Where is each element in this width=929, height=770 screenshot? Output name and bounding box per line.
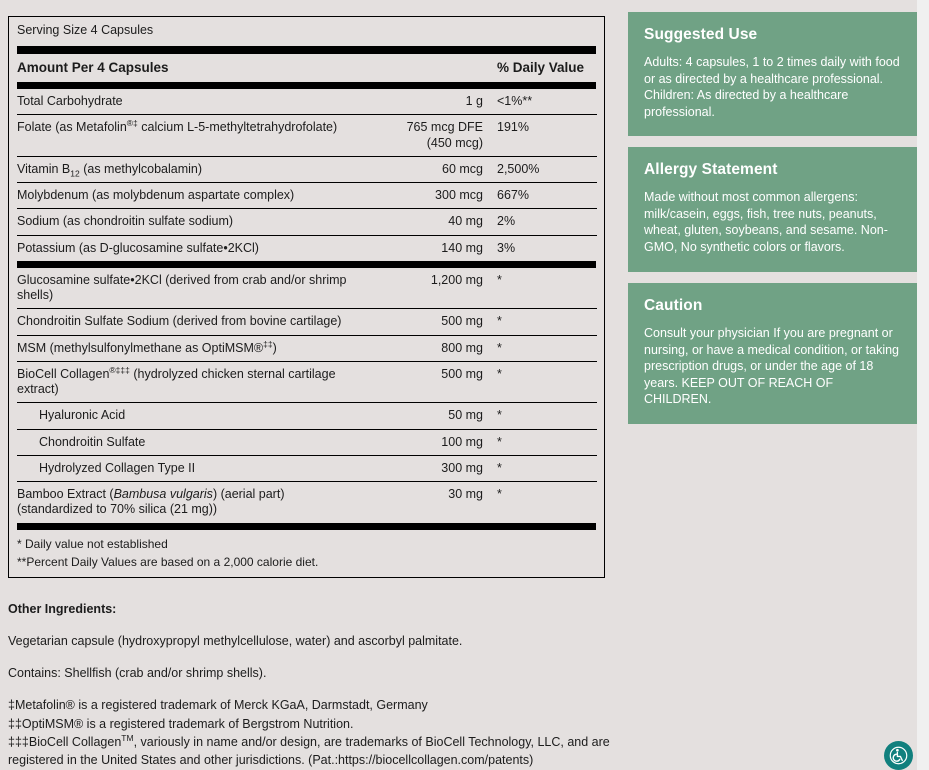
ingredient-name: Chondroitin Sulfate: [17, 429, 347, 455]
ingredient-daily-value: *: [497, 403, 597, 429]
ingredient-name: Chondroitin Sulfate Sodium (derived from bovine cartilage): [17, 309, 347, 335]
ingredient-daily-value: *: [497, 429, 597, 455]
ingredient-name: Hyaluronic Acid: [17, 403, 347, 429]
footnote-line: **Percent Daily Values are based on a 2,000 calorie diet.: [17, 554, 319, 569]
ingredient-name: Hydrolyzed Collagen Type II: [17, 455, 347, 481]
wheelchair-accessibility-icon: [889, 746, 908, 765]
ingredient-daily-value: *: [497, 309, 597, 335]
table-row: [17, 183, 597, 209]
table-row: [17, 268, 597, 309]
table-row: [17, 335, 597, 361]
supplement-facts-header-group: [17, 54, 597, 82]
ingredient-daily-value: *: [497, 335, 597, 361]
card-caution-body: Consult your physician If you are pregnant or nursing, or have a medical condition, or taking prescription drugs, or under the age of 18 years. KEEP OUT OF REACH OF CHILDREN.: [644, 326, 900, 406]
supplement-facts-panel: [8, 16, 605, 578]
table-header-row: [17, 54, 597, 82]
nutrient-daily-value: 2%: [497, 209, 597, 235]
ingredient-name: Bamboo Extract (Bambusa vulgaris) (aerial part) (standardized to 70% silica (21 mg)): [17, 482, 347, 523]
footnote-line: * Daily value not established: [17, 536, 168, 551]
nutrient-daily-value: 667%: [497, 183, 597, 209]
right-gutter: [917, 0, 929, 770]
card-suggested-use-body: Adults: 4 capsules, 1 to 2 times daily with food or as directed by a healthcare professional. Children: As directed by a healthcare professional.: [644, 55, 900, 119]
ingredient-amount: 50 mg: [347, 403, 497, 429]
ingredient-amount: 1,200 mg: [430, 272, 483, 287]
nutrients-rows-group: [17, 89, 597, 261]
nutrient-name: Sodium (as chondroitin sulfate sodium): [17, 209, 347, 235]
nutrient-daily-value: 3%: [497, 235, 597, 261]
ingredient-daily-value: *: [497, 272, 502, 287]
nutrient-name: Molybdenum (as molybdenum aspartate complex): [17, 183, 347, 209]
other-ingredients-title: Other Ingredients:: [8, 602, 117, 616]
table-row: [17, 455, 597, 481]
nutrient-daily-value: 2,500%: [497, 156, 597, 182]
card-allergy-statement-body: Made without most common allergens: milk/casein, eggs, fish, tree nuts, peanuts, wheat, gluten, soybeans, and sesame. Non-GMO, No synthetic colors or flavors.: [644, 190, 888, 254]
nutrient-amount: 765 mcg DFE (450 mcg): [347, 115, 497, 157]
ingredient-name: MSM (methylsulfonylmethane as OptiMSM®‡‡): [17, 335, 347, 361]
ingredient-amount: 300 mg: [347, 455, 497, 481]
other-ingredients-line: Contains: Shellfish (crab and/or shrimp shells).: [8, 666, 267, 681]
nutrient-daily-value: 191%: [497, 115, 597, 157]
nutrient-amount: 140 mg: [347, 235, 497, 261]
ingredient-daily-value: *: [497, 361, 597, 403]
ingredient-name: Glucosamine sulfate•2KCl (derived from crab and/or shrimp shells): [17, 272, 347, 303]
table-row: [17, 115, 597, 157]
other-ingredients-lines: [8, 632, 618, 682]
table-row: [17, 361, 597, 403]
card-caution-title: Caution: [644, 297, 703, 314]
table-row: [17, 156, 597, 182]
nutrients-table: [17, 89, 597, 261]
trademark-line: ‡Metafolin® is a registered trademark of Merck KGaA, Darmstadt, Germany: [8, 698, 428, 713]
nutrient-amount: 40 mg: [347, 209, 497, 235]
ingredient-amount: 100 mg: [347, 429, 497, 455]
header-spacer-cell: [347, 54, 497, 82]
table-row: [17, 403, 597, 429]
accessibility-widget-button[interactable]: [884, 741, 913, 770]
nutrient-name: Vitamin $B_{12}$ (as methylcobalamin): [17, 156, 347, 182]
nutrient-name: Total Carbohydrate: [17, 94, 123, 109]
rule-thick-mid: [17, 261, 596, 268]
daily-value-header: % Daily Value: [497, 59, 585, 75]
ingredients-rows-group: [17, 268, 597, 523]
nutrient-daily-value: <1%**: [497, 94, 533, 109]
card-caution: [628, 283, 917, 424]
nutrient-amount: 60 mcg: [347, 156, 497, 182]
serving-size-label: Serving Size 4 Capsules: [17, 23, 154, 37]
amount-per-serving-header: Amount Per 4 Capsules: [17, 59, 169, 75]
ingredient-amount: 500 mg: [347, 309, 497, 335]
nutrient-amount: 1 g: [465, 94, 483, 109]
card-allergy-statement-title: Allergy Statement: [644, 161, 778, 178]
table-row: [17, 482, 597, 523]
ingredient-amount: 500 mg: [347, 361, 497, 403]
trademark-notices: [8, 696, 618, 769]
ingredient-daily-value: *: [497, 482, 597, 523]
table-row: [17, 89, 597, 115]
supplement-facts-table: [17, 54, 597, 82]
table-row: [17, 429, 597, 455]
table-row: [17, 235, 597, 261]
rule-thick-under-header: [17, 82, 596, 89]
supplement-facts-column: [8, 16, 605, 578]
card-suggested-use-title: Suggested Use: [644, 26, 758, 43]
other-ingredients-section: [8, 600, 618, 769]
card-suggested-use: [628, 12, 917, 136]
nutrient-amount: 300 mcg: [347, 183, 497, 209]
info-cards-column: [628, 12, 917, 435]
table-row: [17, 209, 597, 235]
supplement-facts-footnotes: [17, 530, 596, 571]
ingredients-table: [17, 268, 597, 523]
trademark-line: ‡‡‡BioCell Collagen™, variously in name and/or design, are trademarks of BioCell Technology, LLC, and are registered in the United States and other jurisdictions. (Pat.:https://biocellcollagen.com/patents): [8, 732, 610, 767]
card-allergy-statement: [628, 147, 917, 272]
other-ingredients-line: Vegetarian capsule (hydroxypropyl methylcellulose, water) and ascorbyl palmitate.: [8, 634, 463, 649]
ingredient-name: BioCell Collagen®‡‡‡ (hydrolyzed chicken sternal cartilage extract): [17, 361, 347, 403]
ingredient-amount: 30 mg: [347, 482, 497, 523]
rule-thick-bottom: [17, 523, 596, 530]
table-row: [17, 309, 597, 335]
ingredient-amount: 800 mg: [347, 335, 497, 361]
trademark-line: ‡‡OptiMSM® is a registered trademark of Bergstrom Nutrition.: [8, 716, 354, 731]
nutrient-name: Folate (as Metafolin®‡ calcium L-5-methyltetrahydrofolate): [17, 115, 347, 157]
rule-thick-top: [17, 46, 596, 54]
nutrient-name: Potassium (as D-glucosamine sulfate•2KCl): [17, 235, 347, 261]
ingredient-daily-value: *: [497, 455, 597, 481]
